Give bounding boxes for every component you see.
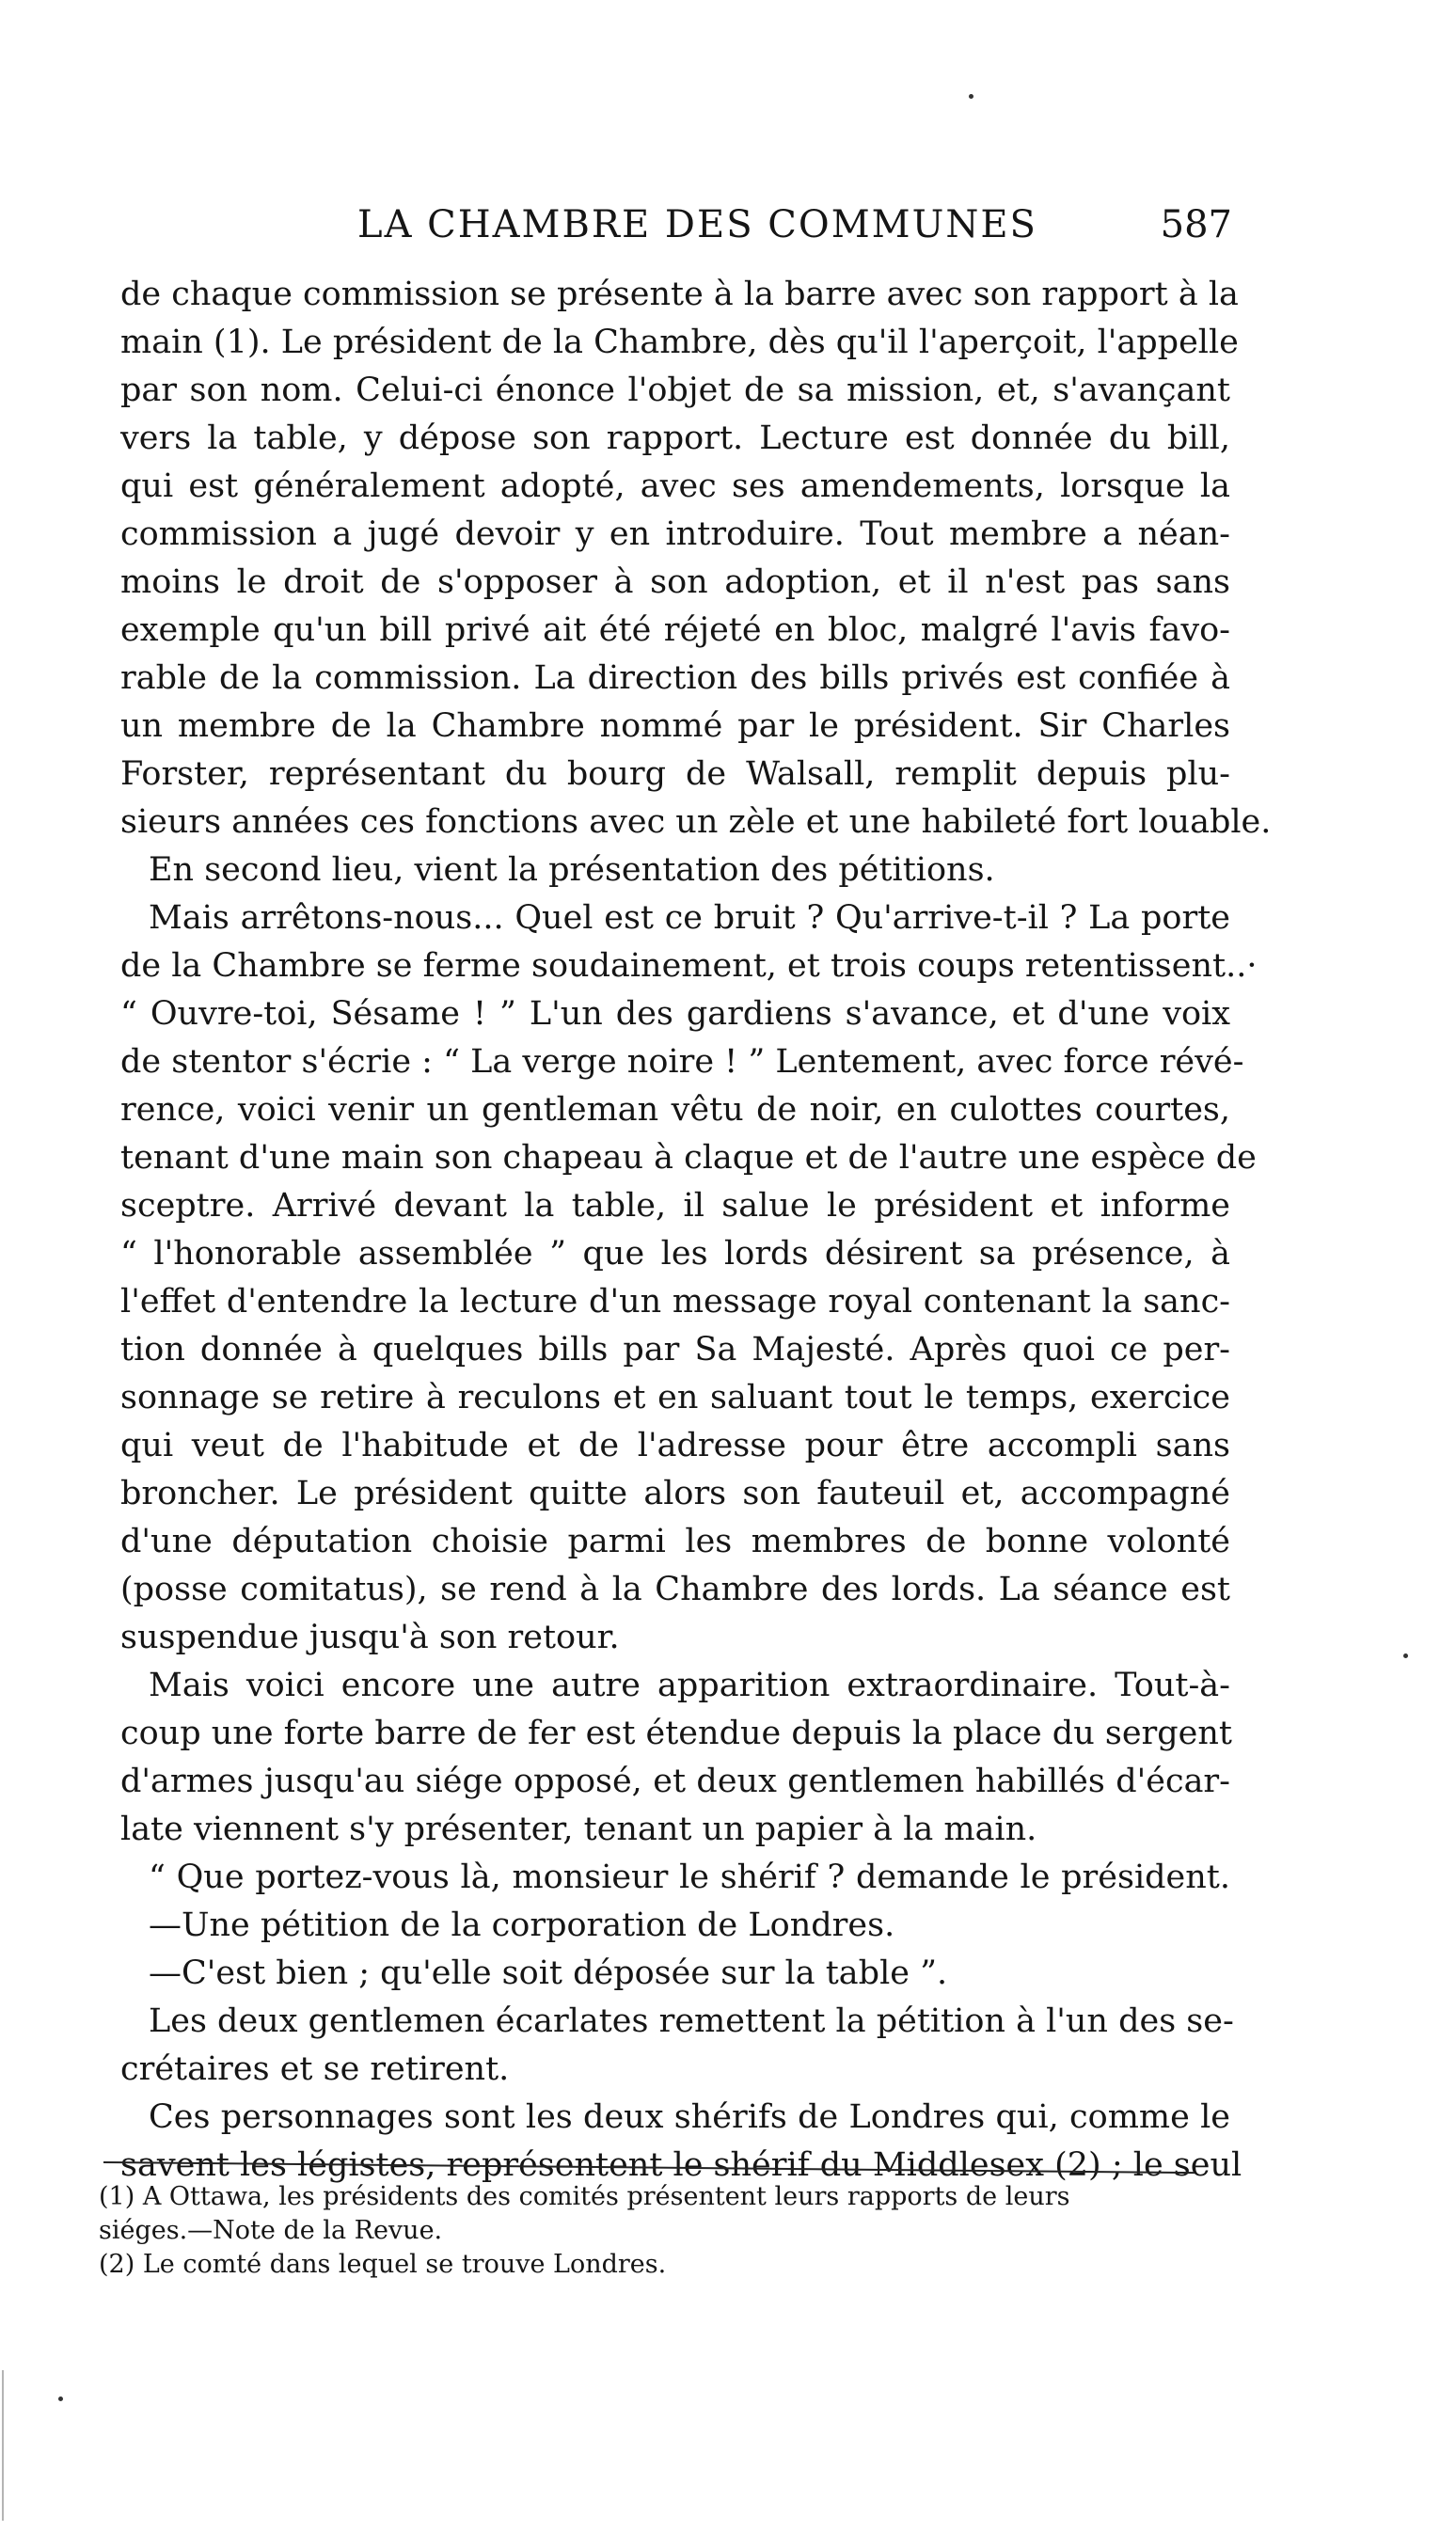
text-line: late viennent s'y présenter, tenant un papier à la main.	[120, 1811, 1037, 1848]
text-line: “ Ouvre-toi, Sésame ! ” L'un des gardiens s'avance, et d'une voix	[120, 995, 1230, 1033]
text-line: crétaires et se retirent.	[120, 2050, 510, 2088]
page-number: 587	[1160, 203, 1232, 246]
text-line: de stentor s'écrie : “ La verge noire ! ” Lentement, avec force révé-	[120, 1043, 1244, 1081]
text-line: “ l'honorable assemblée ” que les lords désirent sa présence, à	[120, 1235, 1230, 1273]
text-line: commission a jugé devoir y en introduire. Tout membre a néan-	[120, 515, 1230, 553]
text-line: qui veut de l'habitude et de l'adresse pour être accompli sans	[120, 1427, 1230, 1464]
text-line: rence, voici venir un gentleman vêtu de noir, en culottes courtes,	[120, 1091, 1230, 1129]
text-line: un membre de la Chambre nommé par le président. Sir Charles	[120, 707, 1230, 745]
text-line: (posse comitatus), se rend à la Chambre des lords. La séance est	[120, 1571, 1230, 1608]
text-line: rable de la commission. La direction des bills privés est confiée à	[120, 659, 1230, 697]
text-line: —C'est bien ; qu'elle soit déposée sur la table ”.	[149, 1954, 948, 1992]
page-header	[122, 196, 1232, 252]
text-line: sonnage se retire à reculons et en saluant tout le temps, exercice	[120, 1379, 1230, 1416]
text-line: sieurs années ces fonctions avec un zèle et une habileté fort louable.	[120, 803, 1272, 841]
text-line: “ Que portez-vous là, monsieur le shérif ? demande le président.	[149, 1859, 1230, 1896]
body-text	[120, 271, 1272, 2190]
text-line: savent les légistes, représentent le shérif du Middlesex (2) ; le seul	[120, 2146, 1242, 2184]
text-line: tion donnée à quelques bills par Sa Majesté. Après quoi ce per-	[120, 1331, 1230, 1368]
text-line: Ces personnages sont les deux shérifs de Londres qui, comme le	[149, 2098, 1230, 2136]
footnote-line: siéges.—Note de la Revue.	[99, 2216, 443, 2245]
text-line: En second lieu, vient la présentation des pétitions.	[149, 851, 995, 889]
footnotes	[99, 2180, 1209, 2282]
text-line: sceptre. Arrivé devant la table, il salue le président et informe	[120, 1187, 1230, 1225]
scan-edge-marks	[2, 2370, 60, 2521]
text-line: coup une forte barre de fer est étendue depuis la place du sergent	[120, 1715, 1232, 1752]
footnote-line: (2) Le comté dans lequel se trouve Londres.	[99, 2250, 667, 2279]
text-line: qui est généralement adopté, avec ses amendements, lorsque la	[120, 467, 1230, 505]
text-line: —Une pétition de la corporation de Londres.	[149, 1906, 895, 1944]
text-line: par son nom. Celui-ci énonce l'objet de sa mission, et, s'avançant	[120, 372, 1230, 409]
text-line: tenant d'une main son chapeau à claque et de l'autre une espèce de	[120, 1139, 1257, 1177]
text-line: de la Chambre se ferme soudainement, et trois coups retentissent..·	[120, 947, 1258, 985]
text-line: moins le droit de s'opposer à son adoption, et il n'est pas sans	[120, 563, 1230, 601]
text-line: Mais voici encore une autre apparition extraordinaire. Tout-à-	[149, 1667, 1230, 1704]
text-line: Mais arrêtons-nous... Quel est ce bruit ? Qu'arrive-t-il ? La porte	[149, 899, 1230, 937]
text-line: Forster, représentant du bourg de Walsall, remplit depuis plu-	[120, 755, 1230, 793]
footnote-line: (1) A Ottawa, les présidents des comités présentent leurs rapports de leurs	[99, 2182, 1070, 2211]
text-line: d'une députation choisie parmi les membres de bonne volonté	[120, 1523, 1230, 1560]
scan-speck	[1403, 1653, 1408, 1658]
text-line: Les deux gentlemen écarlates remettent la pétition à l'un des se-	[149, 2002, 1234, 2040]
running-head-title: LA CHAMBRE DES COMMUNES	[357, 203, 1037, 246]
text-line: d'armes jusqu'au siége opposé, et deux gentlemen habillés d'écar-	[120, 1763, 1230, 1800]
text-line: vers la table, y dépose son rapport. Lecture est donnée du bill,	[120, 419, 1230, 457]
text-line: broncher. Le président quitte alors son fauteuil et, accompagné	[120, 1475, 1230, 1512]
text-line: suspendue jusqu'à son retour.	[120, 1619, 620, 1656]
text-line: de chaque commission se présente à la barre avec son rapport à la	[120, 276, 1239, 313]
text-line: l'effet d'entendre la lecture d'un message royal contenant la sanc-	[120, 1283, 1230, 1321]
text-line: main (1). Le président de la Chambre, dès qu'il l'aperçoit, l'appelle	[120, 324, 1239, 361]
scan-speck	[969, 94, 973, 99]
text-line: exemple qu'un bill privé ait été réjeté en bloc, malgré l'avis favo-	[120, 611, 1230, 649]
